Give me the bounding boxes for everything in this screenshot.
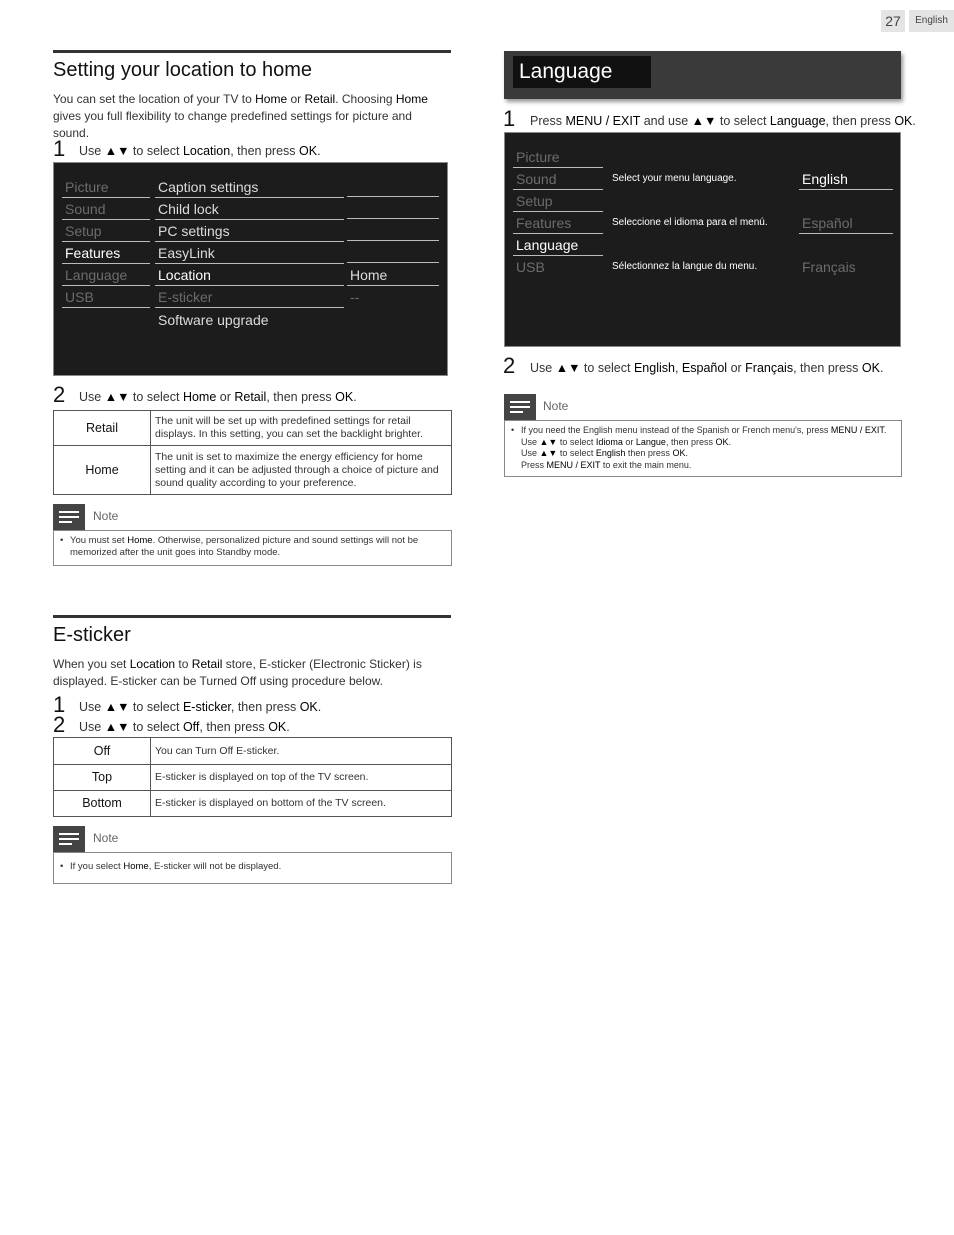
location-step2-text: Use ▲▼ to select Home or Retail, then press OK.	[79, 390, 357, 404]
location-step1-text: Use ▲▼ to select Location, then press OK.	[79, 144, 321, 158]
menu-value-blank-3	[347, 221, 439, 241]
table-desc: E-sticker is displayed on top of the TV screen.	[151, 765, 452, 791]
menu-item-pc-settings[interactable]: PC settings	[155, 221, 344, 242]
location-options-table	[53, 410, 452, 495]
note-icon	[504, 394, 536, 420]
language-prompt-english: Select your menu language.	[612, 173, 737, 184]
language-option-espanol[interactable]: Español	[799, 213, 893, 234]
page-number: 27	[881, 10, 905, 32]
table-row	[54, 446, 452, 495]
menu-item-easylink[interactable]: EasyLink	[155, 243, 344, 264]
language-step2-text: Use ▲▼ to select English, Español or Français, then press OK.	[530, 361, 884, 375]
menu-item-language[interactable]: Language	[513, 235, 603, 256]
menu-value-location: Home	[347, 265, 439, 286]
language-step1-text: Press MENU / EXIT and use ▲▼ to select Language, then press OK.	[530, 114, 916, 128]
menu-item-setup[interactable]: Setup	[513, 191, 603, 212]
esticker-step2-number: 2	[53, 712, 66, 737]
esticker-options-table	[53, 737, 452, 817]
menu-value-blank-4	[347, 243, 439, 263]
menu-item-sound[interactable]: Sound	[62, 199, 150, 220]
location-intro: You can set the location of your TV to Home or Retail. Choosing Home gives you full flexibility to change predefined settings for picture and sound.	[53, 92, 428, 140]
note-label: Note	[543, 399, 569, 413]
menu-value-blank-2	[347, 199, 439, 219]
note-line-2: Use ▲▼ to select Idioma or Langue, then press OK.	[521, 436, 732, 447]
note-line-3: Use ▲▼ to select English then press OK.	[521, 448, 688, 458]
note-icon	[53, 826, 85, 852]
language-note-box: • If you need the English menu instead of the Spanish or French menu's, press MENU / EXIT. Use ▲▼ to select Idioma or Langue, then press OK. Use ▲▼ to select English then press OK. Press MENU / EXIT to exit the main menu.	[504, 420, 902, 477]
menu-item-sound[interactable]: Sound	[513, 169, 603, 190]
menu-item-picture[interactable]: Picture	[62, 177, 150, 198]
esticker-section-title: E-sticker	[53, 615, 451, 647]
table-key: Off	[54, 738, 151, 765]
page-language-tab: English	[909, 10, 954, 32]
table-row	[54, 791, 452, 817]
menu-item-language[interactable]: Language	[62, 265, 150, 286]
esticker-step1-text: Use ▲▼ to select E-sticker, then press OK.	[79, 700, 322, 714]
menu-item-usb[interactable]: USB	[62, 287, 150, 308]
menu-item-caption-settings[interactable]: Caption settings	[155, 177, 344, 198]
esticker-step2-text: Use ▲▼ to select Off, then press OK.	[79, 720, 290, 734]
language-option-francais[interactable]: Français	[802, 259, 856, 275]
location-step1-number: 1	[53, 136, 66, 161]
menu-item-e-sticker[interactable]: E-sticker	[155, 287, 344, 308]
note-label: Note	[93, 831, 119, 845]
location-step2-number: 2	[53, 382, 66, 407]
table-key: Retail	[54, 411, 151, 446]
table-row	[54, 765, 452, 791]
menu-item-child-lock[interactable]: Child lock	[155, 199, 344, 220]
table-key: Top	[54, 765, 151, 791]
location-section-title: Setting your location to home	[53, 50, 451, 82]
features-menu-screen	[53, 162, 448, 376]
note-line-1: If you need the English menu instead of the Spanish or French menu's, press MENU / EXIT.	[521, 425, 887, 435]
language-menu-screen	[504, 132, 901, 347]
esticker-intro: When you set Location to Retail store, E-sticker (Electronic Sticker) is displayed. E-sticker can be Turned Off using procedure below.	[53, 657, 422, 688]
language-step2-number: 2	[503, 353, 516, 378]
language-prompt-spanish: Seleccione el idioma para el menú.	[612, 217, 768, 228]
table-desc: The unit is set to maximize the energy efficiency for home setting and it can be adjusted through a choice of picture and sound quality according to your preference.	[151, 446, 452, 495]
menu-item-features[interactable]: Features	[513, 213, 603, 234]
table-key: Bottom	[54, 791, 151, 817]
language-option-english[interactable]: English	[799, 169, 893, 190]
menu-value-e-sticker: --	[350, 289, 360, 305]
table-row	[54, 738, 452, 765]
table-key: Home	[54, 446, 151, 495]
table-desc: The unit will be set up with predefined settings for retail displays. In this setting, you can set the backlight brighter.	[151, 411, 452, 446]
language-prompt-french: Sélectionnez la langue du menu.	[612, 261, 758, 272]
table-row	[54, 411, 452, 446]
esticker-note-box: • If you select Home, E-sticker will not be displayed.	[53, 852, 452, 884]
menu-item-setup[interactable]: Setup	[62, 221, 150, 242]
language-step1-number: 1	[503, 106, 516, 131]
menu-value-blank-1	[347, 177, 439, 197]
table-desc: E-sticker is displayed on bottom of the TV screen.	[151, 791, 452, 817]
menu-item-usb[interactable]: USB	[516, 259, 545, 275]
note-label: Note	[93, 509, 119, 523]
table-desc: You can Turn Off E-sticker.	[151, 738, 452, 765]
note-icon	[53, 504, 85, 530]
esticker-step1-number: 1	[53, 692, 66, 717]
menu-item-features[interactable]: Features	[62, 243, 150, 264]
menu-item-software-upgrade[interactable]: Software upgrade	[158, 312, 269, 328]
location-note-box: • You must set Home. Otherwise, personalized picture and sound settings will not be memorized after the unit goes into Standby mode.	[53, 530, 452, 566]
menu-item-location[interactable]: Location	[155, 265, 344, 286]
language-section-title: Language	[513, 56, 651, 88]
note-line-4: Press MENU / EXIT to exit the main menu.	[521, 459, 692, 470]
menu-item-picture[interactable]: Picture	[513, 147, 603, 168]
